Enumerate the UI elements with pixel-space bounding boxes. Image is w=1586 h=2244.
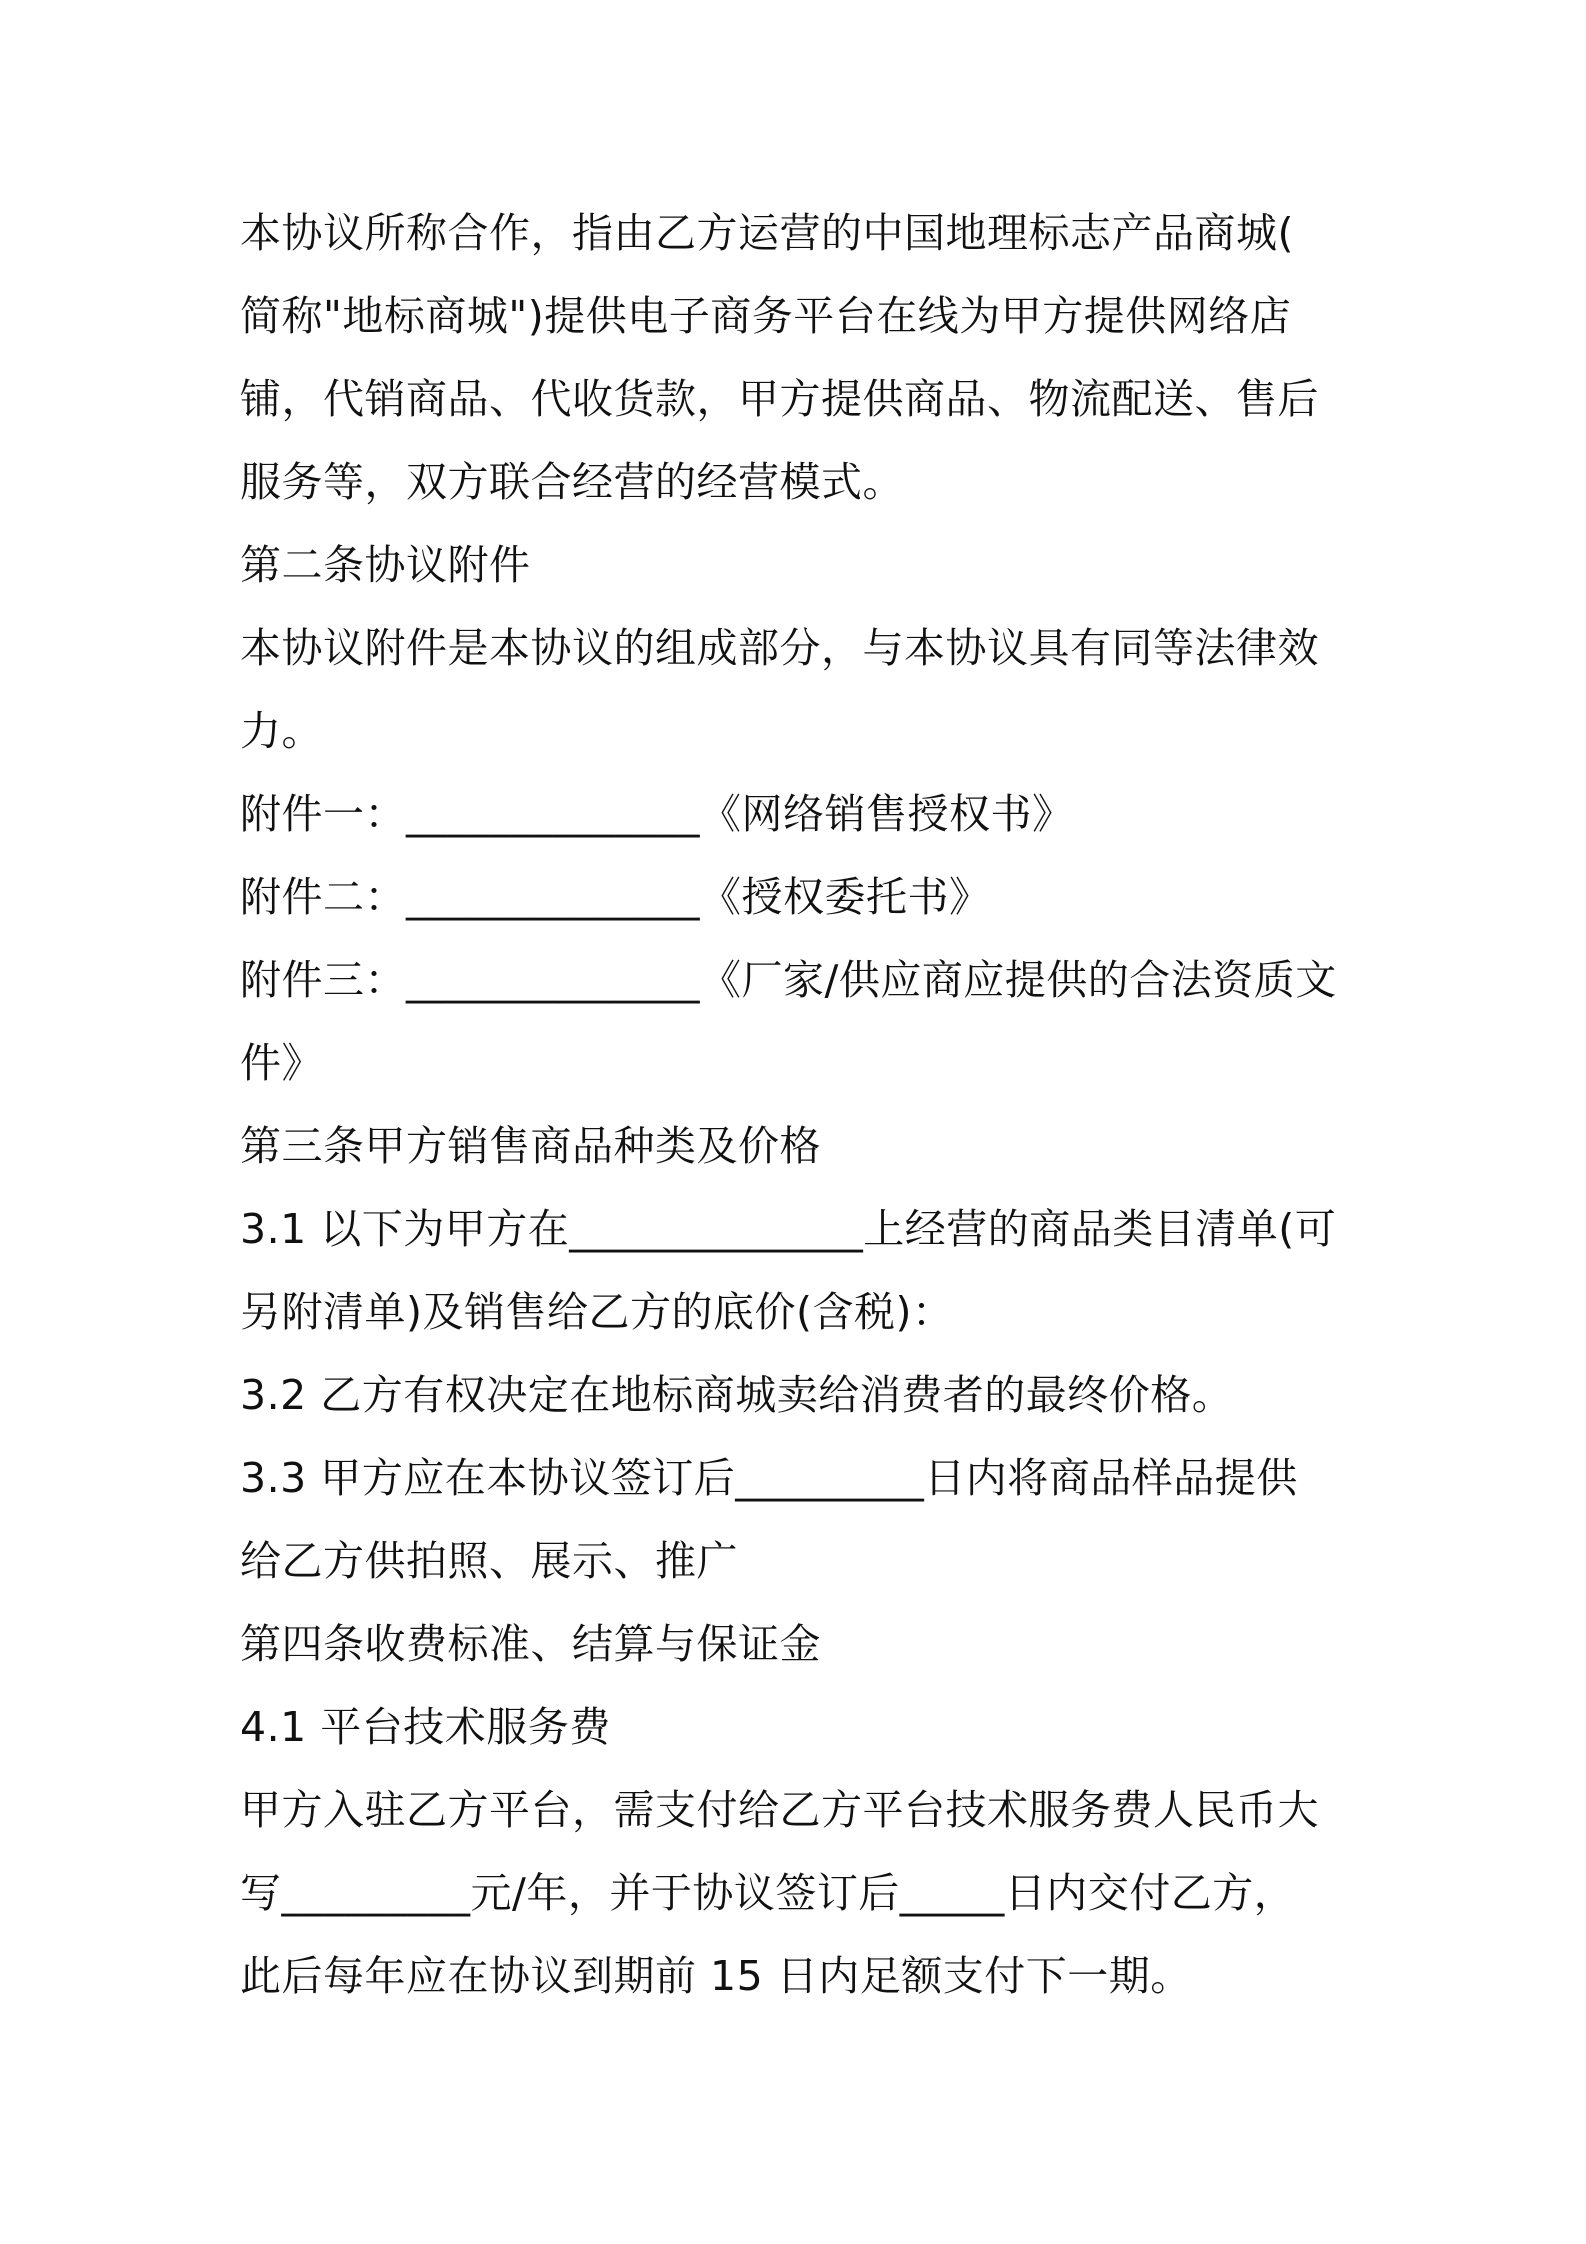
- paragraph-line: 写_________元/年，并于协议签订后_____日内交付乙方，: [240, 1869, 1296, 1917]
- document-body: [240, 192, 1360, 2018]
- paragraph-line: 甲方入驻乙方平台，需支付给乙方平台技术服务费人民币大: [240, 1786, 1319, 1834]
- paragraph-line: 服务等，双方联合经营的经营模式。: [240, 458, 904, 506]
- clause-line: 3.3 甲方应在本协议签订后_________日内将商品样品提供: [240, 1454, 1298, 1502]
- clause-line: 3.2 乙方有权决定在地标商城卖给消费者的最终价格。: [240, 1371, 1234, 1419]
- paragraph-line: 本协议所称合作，指由乙方运营的中国地理标志产品商城(: [240, 209, 1294, 257]
- clause-line: 3.1 以下为甲方在______________上经营的商品类目清单(可: [240, 1205, 1337, 1253]
- clause-heading: 4.1 平台技术服务费: [240, 1703, 611, 1751]
- clause-line: 给乙方供拍照、展示、推广: [240, 1537, 738, 1585]
- attachment-line: 件》: [240, 1039, 323, 1087]
- attachment-line: 附件三：______________《厂家/供应商应提供的合法资质文: [240, 956, 1337, 1004]
- attachment-line: 附件二：______________《授权委托书》: [240, 873, 991, 921]
- clause-line: 另附清单)及销售给乙方的底价(含税)：: [240, 1288, 954, 1336]
- paragraph-line: 简称"地标商城")提供电子商务平台在线为甲方提供网络店: [240, 292, 1292, 340]
- paragraph-line: 此后每年应在协议到期前 15 日内足额支付下一期。: [240, 1952, 1192, 2000]
- paragraph-line: 铺，代销商品、代收货款，甲方提供商品、物流配送、售后: [240, 375, 1319, 423]
- paragraph-line: 力。: [240, 707, 323, 755]
- attachment-line: 附件一：______________《网络销售授权书》: [240, 790, 1074, 838]
- paragraph-line: 本协议附件是本协议的组成部分，与本协议具有同等法律效: [240, 624, 1319, 672]
- section-heading: 第二条协议附件: [240, 541, 531, 589]
- section-heading: 第四条收费标准、结算与保证金: [240, 1620, 821, 1668]
- section-heading: 第三条甲方销售商品种类及价格: [240, 1122, 821, 1170]
